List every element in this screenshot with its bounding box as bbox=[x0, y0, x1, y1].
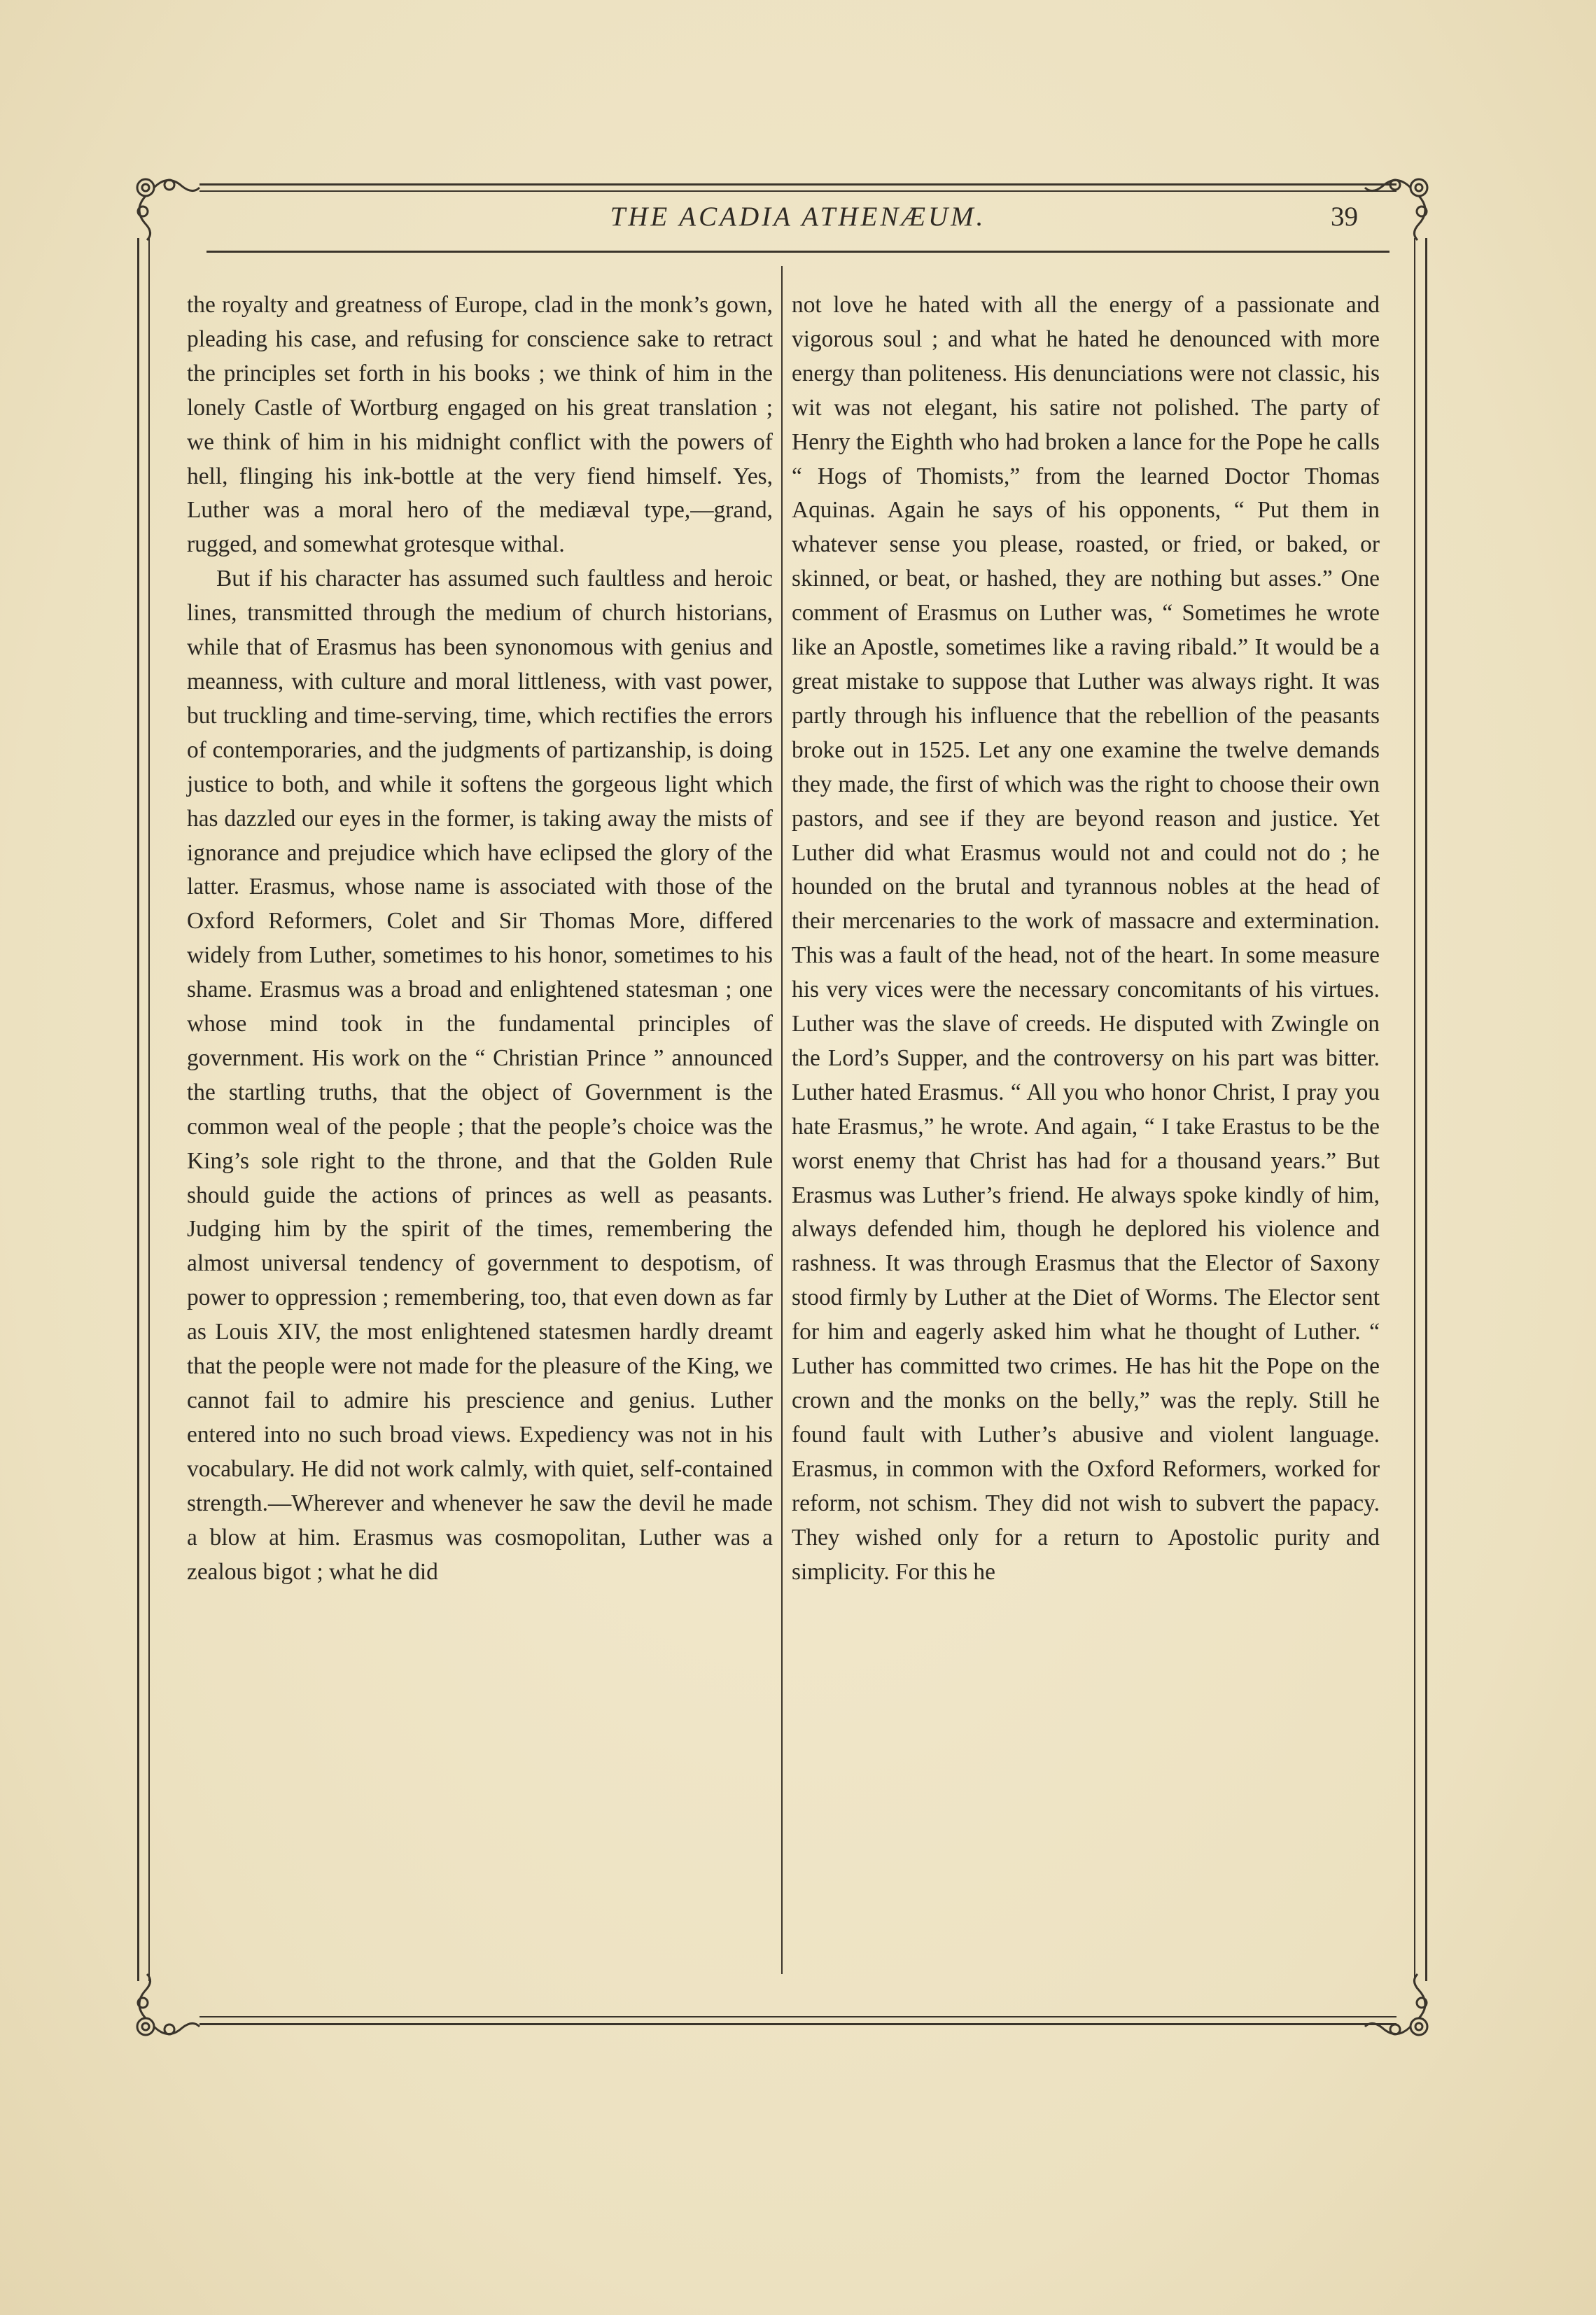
left-column bbox=[187, 288, 773, 1589]
left-paragraph-2: But if his character has assumed such faultless and heroic lines, transmitted through the medium of church historians, while that of Erasmus has been synonomous with genius and meanness, with culture and moral littleness, with vast power, but truckling and time-serving, time, which rectifies the errors of contemporaries, and the judgments of partizanship, is doing justice to both, and while it softens the gorgeous light which has dazzled our eyes in the former, is taking away the mists of ignorance and prejudice which have eclipsed the glory of the latter. Erasmus, whose name is associated with those of the Oxford Reformers, Colet and Sir Thomas More, differed widely from Luther, sometimes to his honor, sometimes to his shame. Erasmus was a broad and enlightened statesman ; one whose mind took in the fundamental principles of government. His work on the “ Christian Prince ” announced the startling truths, that the object of Government is the common weal of the people ; that the people’s choice was the King’s sole right to the throne, and that the Golden Rule should guide the actions of princes as well as peasants. Judging him by the spirit of the times, remembering the almost universal tendency of government to despotism, of power to oppression ; remembering, too, that even down as far as Louis XIV, the most enlightened statesmen hardly dreamt that the people were not made for the pleasure of the King, we cannot fail to admire his prescience and genius. Luther entered into no such broad views. Expediency was not in his vocabulary. He did not work calmly, with quiet, self-contained strength.—Wherever and whenever he saw the devil he made a blow at him. Erasmus was cosmopolitan, Luther was a zealous bigot ; what he did bbox=[187, 566, 773, 1585]
journal-title: THE ACADIA ATHENÆUM. bbox=[610, 202, 986, 232]
top-rule-outer bbox=[200, 183, 1396, 186]
corner-ornament-bottom-right bbox=[1362, 1971, 1438, 2048]
right-border-outer bbox=[1425, 238, 1427, 1981]
page-number: 39 bbox=[1331, 202, 1358, 232]
corner-ornament-top-right bbox=[1362, 167, 1438, 244]
scroll-flourish-icon bbox=[126, 1971, 203, 2048]
scroll-flourish-icon bbox=[126, 167, 203, 244]
left-border-inner bbox=[148, 238, 150, 1981]
right-column bbox=[792, 288, 1380, 1589]
header-underline bbox=[206, 251, 1390, 253]
left-paragraph-1: the royalty and greatness of Europe, clad in the monk’s gown, pleading his case, and refusing for conscience sake to retract the principles set forth in his books ; we think of him in the lonely Castle of Wortburg engaged on his great translation ; we think of him in his midnight conflict with the powers of hell, flinging his ink-bottle at the very fiend himself. Yes, Luther was a moral hero of the mediæval type,—grand, rugged, and somewhat grotesque withal. bbox=[187, 292, 773, 558]
bottom-rule-outer bbox=[200, 2023, 1396, 2025]
column-divider bbox=[781, 266, 783, 1974]
left-border-outer bbox=[137, 238, 139, 1981]
bottom-rule-inner bbox=[200, 2016, 1396, 2017]
scroll-flourish-icon bbox=[1362, 1971, 1438, 2048]
right-border-inner bbox=[1414, 238, 1415, 1981]
right-paragraph-1: not love he hated with all the energy of a passionate and vigorous soul ; and what he hated he denounced with more energy than politeness. His denunciations were not classic, his wit was not elegant, his satire not polished. The party of Henry the Eighth who had broken a lance for the Pope he calls “ Hogs of Thomists,” from the learned Doctor Thomas Aquinas. Again he says of his opponents, “ Put them in whatever sense you please, roasted, or fried, or baked, or skinned, or beat, or hashed, they are nothing but asses.” One comment of Erasmus on Luther was, “ Sometimes he wrote like an Apostle, sometimes like a raving ribald.” It would be a great mistake to suppose that Luther was always right. It was partly through his influence that the rebellion of the peasants broke out in 1525. Let any one examine the twelve demands they made, the first of which was the right to choose their own pastors, and see if they are beyond reason and justice. Yet Luther did what Erasmus would not and could not do ; he hounded on the brutal and tyrannous nobles at the head of their mercenaries to the work of massacre and extermination. This was a fault of the head, not of the heart. In some measure his very vices were the necessary concomitants of his virtues. Luther was the slave of creeds. He disputed with Zwingle on the Lord’s Supper, and the controversy on his part was bitter. Luther hated Erasmus. “ All you who honor Christ, I pray you hate Erasmus,” he wrote. And again, “ I take Erastus to be the worst enemy that Christ has had for a thousand years.” But Erasmus was Luther’s friend. He always spoke kindly of him, always defended him, though he deplored his violence and rashness. It was through Erasmus that the Elector of Saxony stood firmly by Luther at the Diet of Worms. The Elector sent for him and eagerly asked him what he thought of Luther. “ Luther has committed two crimes. He has hit the Pope on the crown and the monks on the belly,” was the reply. Still he found fault with Luther’s abusive and violent language. Erasmus, in common with the Oxford Reformers, worked for reform, not schism. They did not wish to subvert the papacy. They wished only for a return to Apostolic purity and simplicity. For this he bbox=[792, 292, 1380, 1585]
top-rule-inner bbox=[200, 190, 1396, 192]
corner-ornament-top-left bbox=[126, 167, 203, 244]
scroll-flourish-icon bbox=[1362, 167, 1438, 244]
corner-ornament-bottom-left bbox=[126, 1971, 203, 2048]
